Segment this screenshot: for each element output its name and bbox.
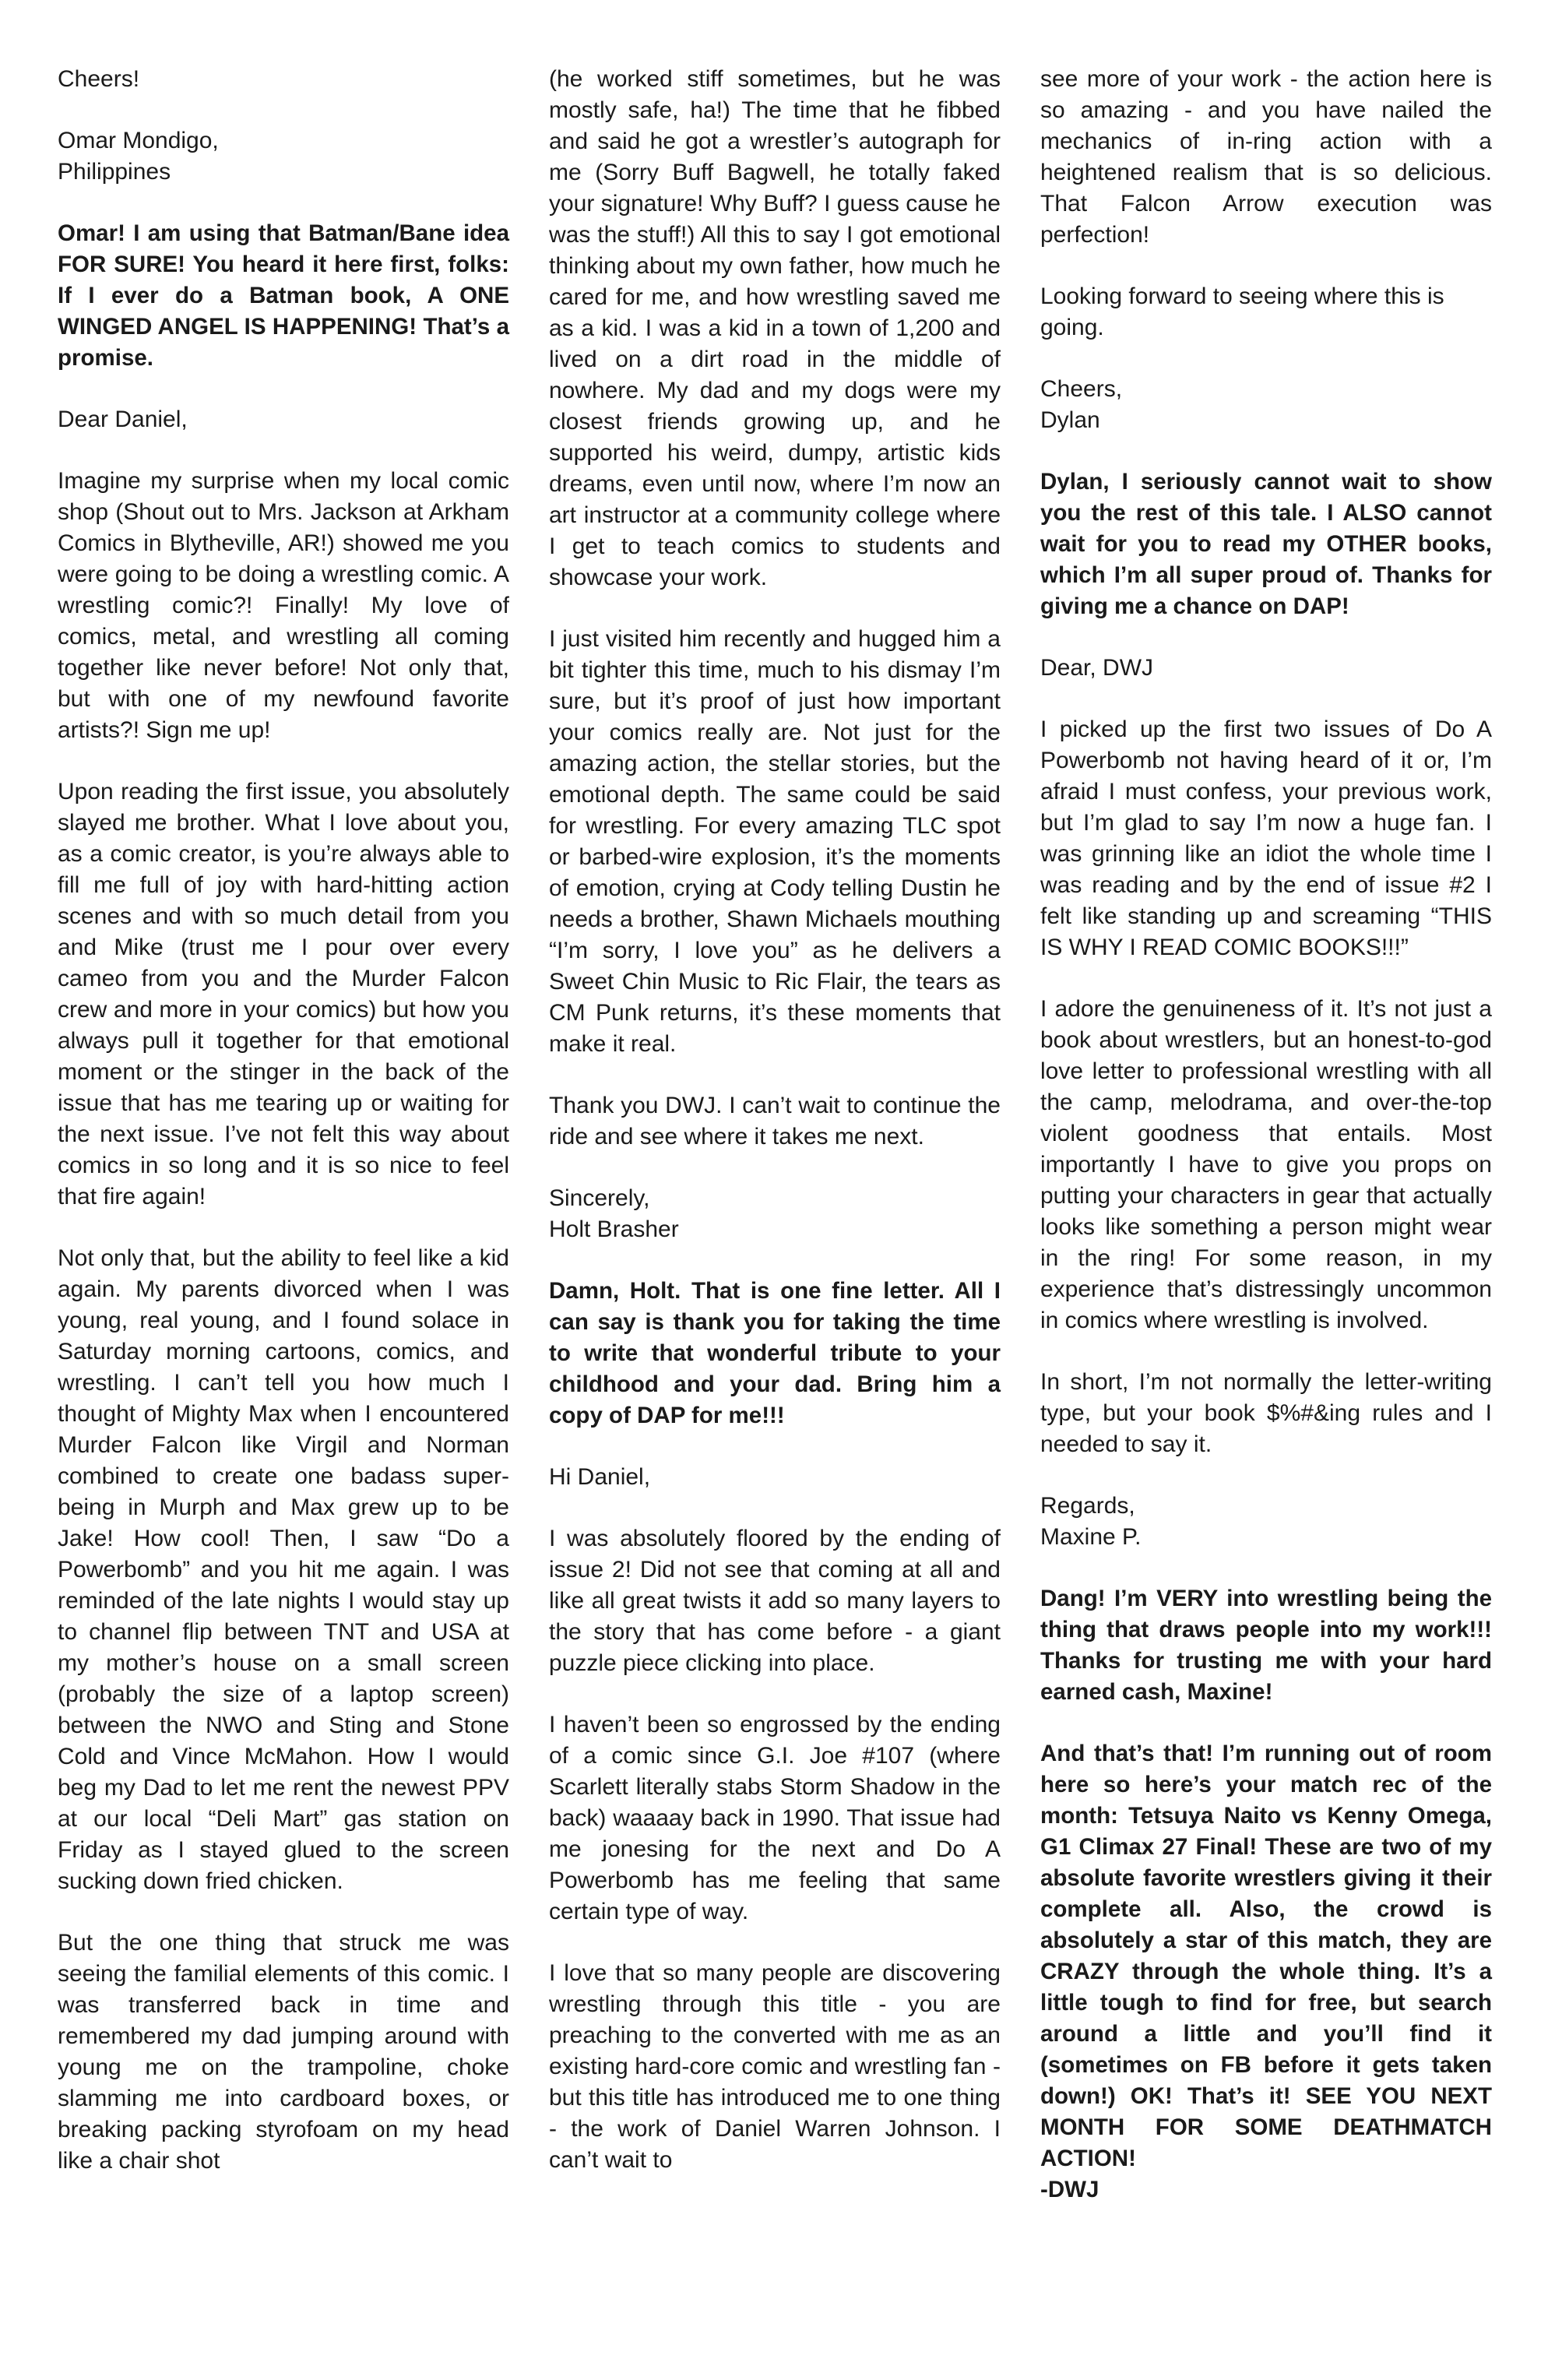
letter-paragraph: Dear Daniel, [58,407,188,432]
letter-paragraph: Thank you DWJ. I can’t wait to continue the ride and see where it takes me next. [549,1093,1001,1150]
letter-paragraph: In short, I’m not normally the letter-writing type, but your book $%#&ing rules and I needed to say it. [1040,1369,1492,1457]
letter-paragraph: (he worked stiff sometimes, but he was mostly safe, ha!) The time that he fibbed and said he got a wrestler’s autograph for me (Sorry Buff Bagwell, he totally faked your signature! Why Buff? I guess cause he was the stuff!) All this to say I got emotional thinking about my own father, how much he cared for me, and how wrestling saved me as a kid. I was a kid in a town of 1,200 and lived on a dirt road in the middle of nowhere. My dad and my dogs were my closest friends growing up, and he supported his weird, dumpy, artistic kids dreams, even until now, where I’m now an art instructor at a community college where I get to teach comics to students and showcase your work. [549,66,1001,590]
column-right [1040,64,1492,2380]
letter-paragraph: But the one thing that struck me was seeing the familial elements of this comic. I was transferred back in time and remembered my dad jumping around with young me on the trampoline, choke slamming me into cardboard boxes, or breaking packing styrofoam on my head like a chair shot [58,1930,509,2174]
letter-paragraph: Imagine my surprise when my local comic shop (Shout out to Mrs. Jackson at Arkham Comics in Blytheville, AR!) showed me you were going to be doing a wrestling comic. A wrestling comic?! Finally! My love of comics, metal, and wrestling all coming together like never before! Not only that, but with one of my newfound favorite artists?! Sign me up! [58,468,509,743]
letter-paragraph: see more of your work - the action here is so amazing - and you have nailed the mechanics of in-ring action with a heightened realism that is so delicious. That Falcon Arrow execution was perfection! [1040,66,1492,248]
letter-paragraph: Regards, Maxine P. [1040,1493,1142,1550]
letter-paragraph: I haven’t been so engrossed by the ending of a comic since G.I. Joe #107 (where Scarlett literally stabs Storm Shadow in the back) waaaay back in 1990. That issue had me jonesing for the next and Do A Powerbomb has me feeling that same certain type of way. [549,1712,1001,1924]
editor-reply: Dang! I’m VERY into wrestling being the thing that draws people into my work!!! Thanks for trusting me with your hard earned cash, Maxine! [1040,1586,1492,1705]
letter-paragraph: I love that so many people are discovering wrestling through this title - you are preaching to the converted with me as an existing hard-core comic and wrestling fan - but this title has introduced me to one thing - the work of Daniel Warren Johnson. I can’t wait to [549,1960,1001,2173]
column-middle [549,64,1001,2380]
letter-paragraph: I just visited him recently and hugged him a bit tighter this time, much to his dismay I’m sure, but it’s proof of just how important your comics really are. Not just for the amazing action, the stellar stories, but the emotional depth. The same could be said for wrestling. For every amazing TLC spot or barbed-wire explosion, it’s the moments of emotion, crying at Cody telling Dustin he needs a brother, Shawn Michaels mouthing “I’m sorry, I love you” as he delivers a Sweet Chin Music to Ric Flair, the tears as CM Punk returns, it’s these moments that make it real. [549,626,1001,1057]
editor-reply: Dylan, I seriously cannot wait to show you the rest of this tale. I ALSO cannot wait for you to read my OTHER books, which I’m all super proud of. Thanks for giving me a chance on DAP! [1040,469,1492,619]
letter-paragraph: Cheers! [58,66,140,92]
letter-paragraph: Upon reading the first issue, you absolutely slayed me brother. What I love about you, as a comic creator, is you’re always able to fill me full of joy with hard-hitting action scenes and with so much detail from you and Mike (trust me I pour over every cameo from you and the Murder Falcon crew and more in your comics) but how you always pull it together for that emotional moment or the stinger in the back of the issue that has me tearing up or waiting for the next issue. I’ve not felt this way about comics in so long and it is so nice to feel that fire again! [58,779,509,1209]
letter-paragraph: I was absolutely floored by the ending of issue 2! Did not see that coming at all and like all great twists it add so many layers to the story that has come before - a giant puzzle piece clicking into place. [549,1526,1001,1676]
letter-paragraph: Looking forward to seeing where this is going. [1040,283,1444,340]
letter-paragraph: Sincerely, Holt Brasher [549,1185,679,1242]
letter-paragraph: Dear, DWJ [1040,655,1154,681]
editor-reply: And that’s that! I’m running out of room here so here’s your match rec of the month: Tetsuya Naito vs Kenny Omega, G1 Climax 27 Final! These are two of my absolute favorite wrestlers giving it their complete all. Also, the crowd is absolutely a star of this match, they are CRAZY through the whole thing. It’s a little tough to find for free, but search around a little and you’ll find it (sometimes on FB before it gets taken down!) OK! That’s it! SEE YOU NEXT MONTH FOR SOME DEATHMATCH ACTION! -DWJ [1040,1741,1492,2202]
editor-reply: Omar! I am using that Batman/Bane idea FOR SURE! You heard it here first, folks: If I ever do a Batman book, A ONE WINGED ANGEL IS HAPPENING! That’s a promise. [58,220,509,371]
letter-paragraph: Hi Daniel, [549,1464,651,1490]
letter-paragraph: Omar Mondigo, Philippines [58,128,219,185]
letter-paragraph: I adore the genuineness of it. It’s not just a book about wrestlers, but an honest-to-god love letter to professional wrestling with all the camp, melodrama, and over-the-top violent goodness that entails. Most importantly I have to give you props on putting your characters in gear that actually looks like something a person might wear in the ring! For some reason, in my experience that’s distressingly uncommon in comics where wrestling is involved. [1040,996,1492,1333]
column-left [58,64,509,2380]
letter-paragraph: Not only that, but the ability to feel like a kid again. My parents divorced when I was young, real young, and I found solace in Saturday morning cartoons, comics, and wrestling. I can’t tell you how much I thought of Mighty Max when I encountered Murder Falcon like Virgil and Norman combined to create one badass super-being in Murph and Max grew up to be Jake! How cool! Then, I saw “Do a Powerbomb” and you hit me again. I was reminded of the late nights I would stay up to channel flip between TNT and USA at my mother’s house on a small screen (probably the size of a laptop screen) between the NWO and Sting and Stone Cold and Vince McMahon. How I would beg my Dad to let me rent the newest PPV at our local “Deli Mart” gas station on Friday as I stayed glued to the screen sucking down fried chicken. [58,1245,509,1894]
letter-paragraph: Cheers, Dylan [1040,376,1123,433]
editor-reply: Damn, Holt. That is one fine letter. All I can say is thank you for taking the time to write that wonderful tribute to your childhood and your dad. Bring him a copy of DAP for me!!! [549,1278,1001,1428]
letter-paragraph: I picked up the first two issues of Do A Powerbomb not having heard of it or, I’m afraid I must confess, your previous work, but I’m glad to say I’m now a huge fan. I was grinning like an idiot the whole time I was reading and by the end of issue #2 I felt like standing up and screaming “THIS IS WHY I READ COMIC BOOKS!!!” [1040,716,1492,960]
